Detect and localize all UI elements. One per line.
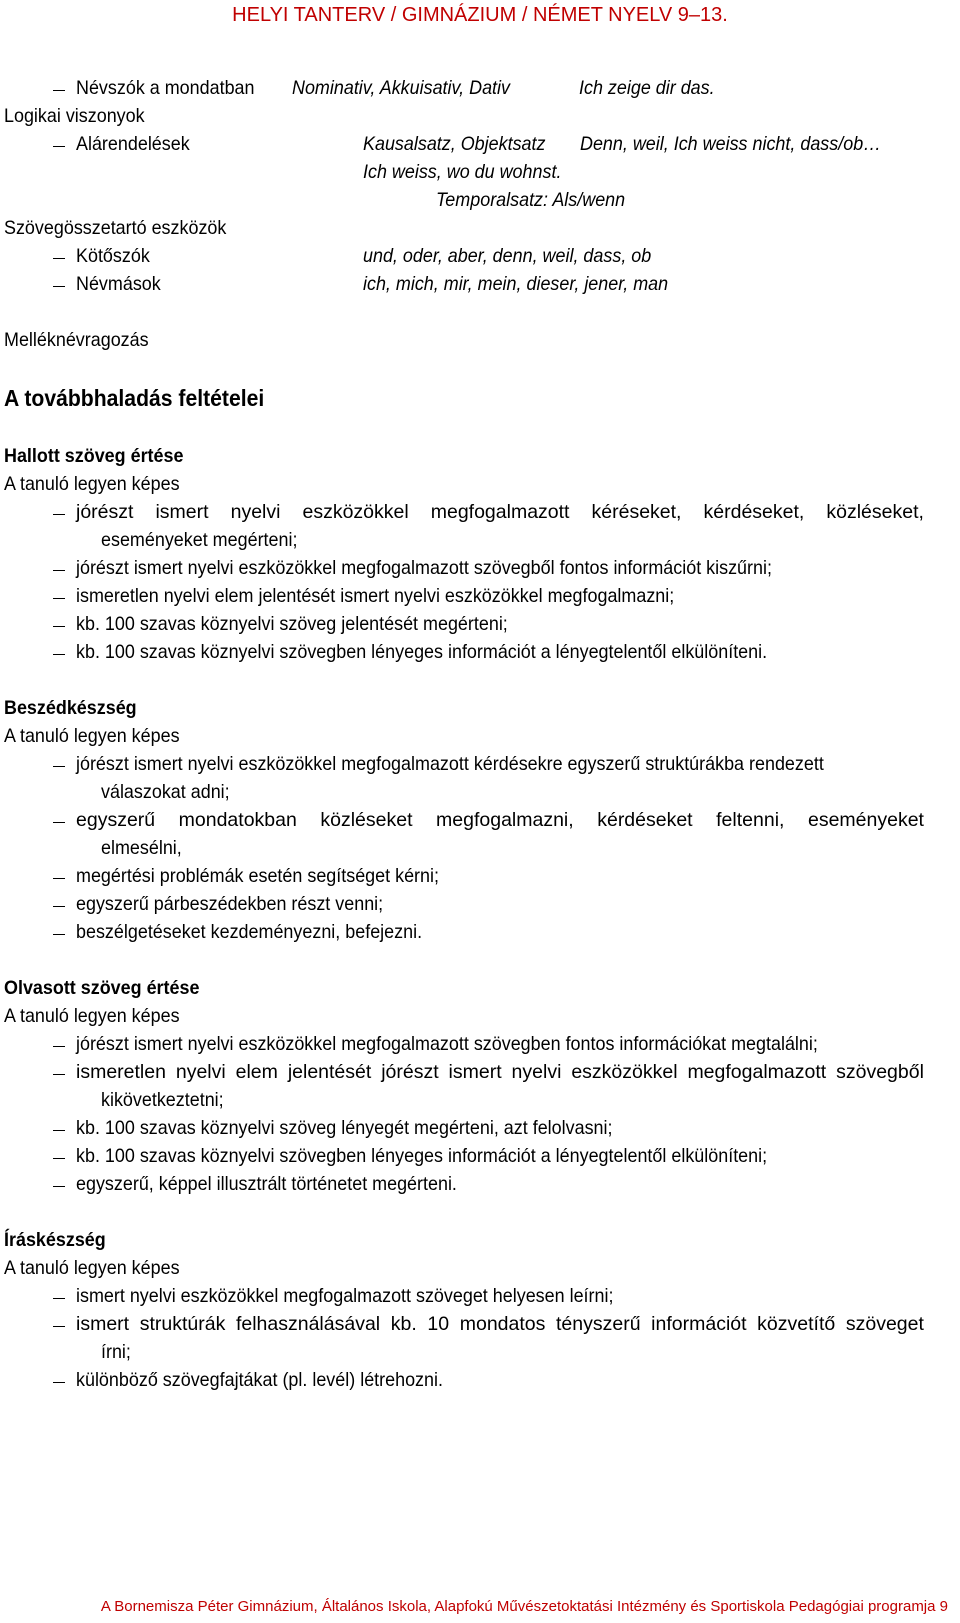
bullet-dash (53, 654, 65, 655)
cohesion-heading: Szövegösszetartó eszközök (4, 217, 227, 239)
bullet-dash (53, 146, 65, 147)
list-item: különböző szövegfajtákat (pl. levél) létrehozni. (76, 1369, 443, 1391)
logic-heading: Logikai viszonyok (4, 105, 145, 127)
conditions-title: A továbbhaladás feltételei (4, 385, 265, 411)
list-item: ismert struktúrák felhasználásával kb. 10 mondatos tényszerű információt közvetítő szöveget (76, 1313, 924, 1335)
bullet-dash (53, 514, 65, 515)
bullet-dash (53, 1298, 65, 1299)
list-item: jórészt ismert nyelvi eszközökkel megfogalmazott szövegből fontos információt kiszűrni; (76, 557, 772, 579)
bullet-dash (53, 90, 65, 91)
list-item: jórészt ismert nyelvi eszközökkel megfogalmazott kérdésekre egyszerű struktúrákba rendezett (76, 753, 824, 775)
bullet-dash (53, 286, 65, 287)
list-item-continuation: eseményeket megérteni; (101, 529, 298, 551)
list-item: jórészt ismert nyelvi eszközökkel megfogalmazott kéréseket, kérdéseket, közléseket, (76, 501, 924, 523)
bullet-dash (53, 878, 65, 879)
list-item: kb. 100 szavas köznyelvi szövegben lényeges információt a lényegtelentől elkülöníteni. (76, 641, 768, 663)
list-item: egyszerű, képpel illusztrált történetet megérteni. (76, 1173, 457, 1195)
list-item: jórészt ismert nyelvi eszközökkel megfogalmazott szövegben fontos információkat megtalálni; (76, 1033, 818, 1055)
list-item-continuation: kikövetkeztetni; (101, 1089, 224, 1111)
section-intro: A tanuló legyen képes (4, 1005, 180, 1027)
grammar-label: Alárendelések (76, 133, 190, 155)
list-item: megértési problémák esetén segítséget kérni; (76, 865, 439, 887)
bullet-dash (53, 598, 65, 599)
section-title: Íráskészség (4, 1229, 106, 1251)
bullet-dash (53, 1158, 65, 1159)
list-item: kb. 100 szavas köznyelvi szöveg lényegét megérteni, azt felolvasni; (76, 1117, 613, 1139)
bullet-dash (53, 1382, 65, 1383)
list-item-continuation: válaszokat adni; (101, 781, 230, 803)
grammar-label: Kötőszók (76, 245, 150, 267)
list-item: ismeretlen nyelvi elem jelentését jórészt ismert nyelvi eszközökkel megfogalmazott szövegből (76, 1061, 924, 1083)
grammar-example: Ich weiss, wo du wohnst. (363, 161, 562, 183)
list-item-continuation: elmesélni, (101, 837, 182, 859)
list-item-continuation: írni; (101, 1341, 131, 1363)
bullet-dash (53, 822, 65, 823)
section-intro: A tanuló legyen képes (4, 1257, 180, 1279)
list-item: kb. 100 szavas köznyelvi szövegben lényeges információt a lényegtelentől elkülöníteni; (76, 1145, 768, 1167)
grammar-example: Temporalsatz: Als/wenn (436, 189, 626, 211)
bullet-dash (53, 570, 65, 571)
grammar-term: Kausalsatz, Objektsatz (363, 133, 546, 155)
section-intro: A tanuló legyen képes (4, 725, 180, 747)
bullet-dash (53, 258, 65, 259)
bullet-dash (53, 1074, 65, 1075)
bullet-dash (53, 1326, 65, 1327)
grammar-label: Névszók a mondatban (76, 77, 255, 99)
section-title: Hallott szöveg értése (4, 445, 184, 467)
list-item: egyszerű párbeszédekben részt venni; (76, 893, 384, 915)
grammar-term: Nominativ, Akkuisativ, Dativ (292, 77, 510, 99)
page-footer: A Bornemisza Péter Gimnázium, Általános Iskola, Alapfokú Művészetoktatási Intézmény és Sportiskola Pedagógiai programja 9 (100, 1598, 948, 1615)
bullet-dash (53, 766, 65, 767)
grammar-example: ich, mich, mir, mein, dieser, jener, man (363, 273, 669, 295)
grammar-label: Névmások (76, 273, 161, 295)
bullet-dash (53, 1186, 65, 1187)
list-item: egyszerű mondatokban közléseket megfogalmazni, kérdéseket feltenni, eseményeket (76, 809, 924, 831)
list-item: beszélgetéseket kezdeményezni, befejezni. (76, 921, 423, 943)
bullet-dash (53, 906, 65, 907)
grammar-example: Denn, weil, Ich weiss nicht, dass/ob… (580, 133, 882, 155)
bullet-dash (53, 1130, 65, 1131)
section-title: Beszédkészség (4, 697, 137, 719)
grammar-example: und, oder, aber, denn, weil, dass, ob (363, 245, 652, 267)
adjective-heading: Melléknévragozás (4, 329, 149, 351)
bullet-dash (53, 934, 65, 935)
page-header: HELYI TANTERV / GIMNÁZIUM / NÉMET NYELV 9–13. (232, 4, 728, 26)
list-item: kb. 100 szavas köznyelvi szöveg jelentését megérteni; (76, 613, 508, 635)
list-item: ismert nyelvi eszközökkel megfogalmazott szöveget helyesen leírni; (76, 1285, 614, 1307)
section-title: Olvasott szöveg értése (4, 977, 200, 999)
grammar-example: Ich zeige dir das. (579, 77, 715, 99)
bullet-dash (53, 626, 65, 627)
section-intro: A tanuló legyen képes (4, 473, 180, 495)
list-item: ismeretlen nyelvi elem jelentését ismert nyelvi eszközökkel megfogalmazni; (76, 585, 675, 607)
bullet-dash (53, 1046, 65, 1047)
